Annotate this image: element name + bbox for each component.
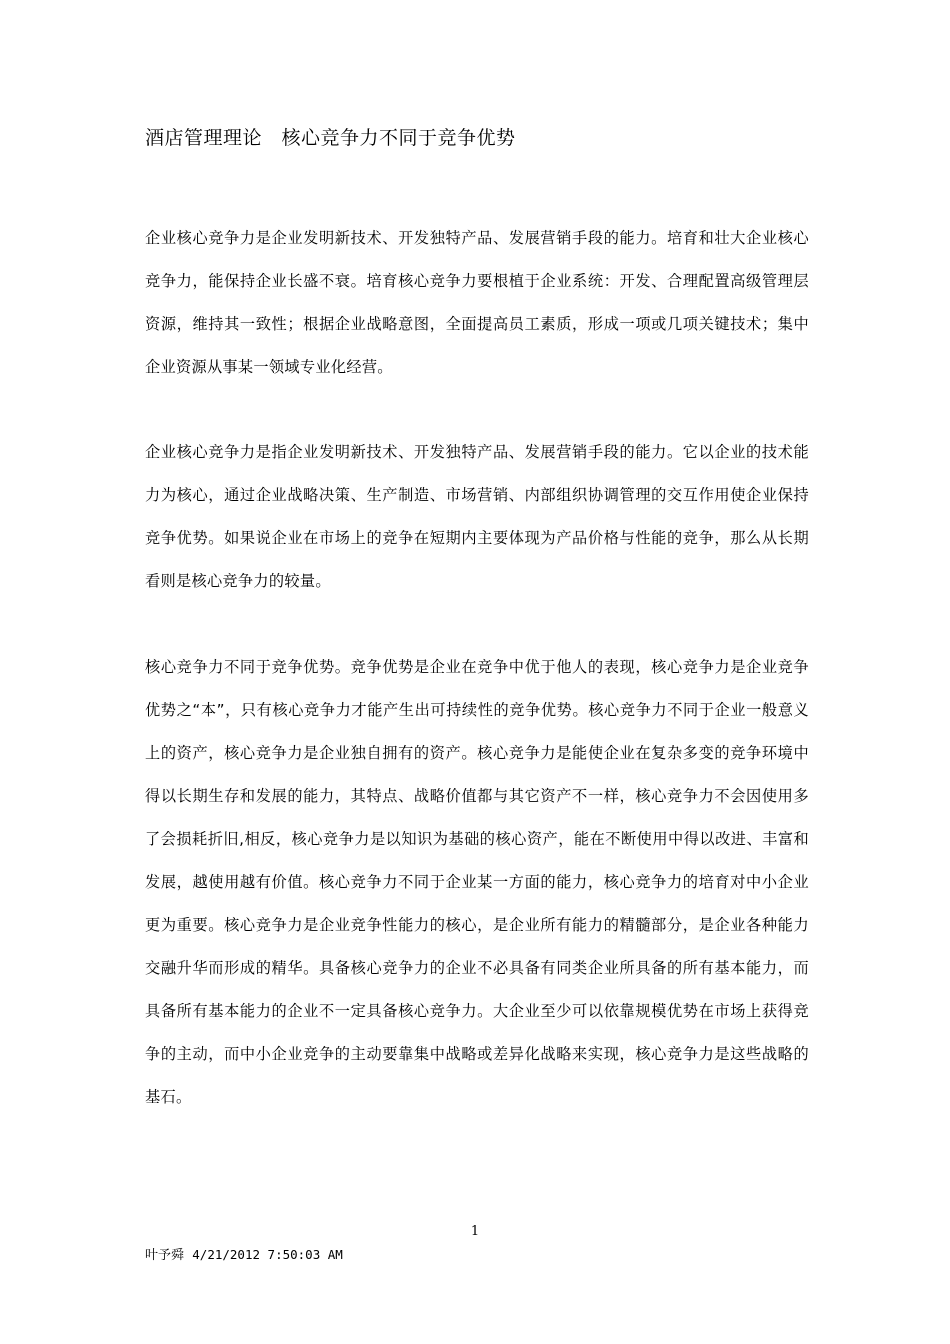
page-number: 1 [470, 1224, 480, 1239]
footer-author: 叶予舜 [145, 1248, 185, 1263]
paragraph-1: 企业核心竞争力是企业发明新技术、开发独特产品、发展营销手段的能力。培育和壮大企业核心竞争力，能保持企业长盛不衰。培育核心竞争力要根植于企业系统：开发、合理配置高级管理层资源，维持其一致性；根据企业战略意图，全面提高员工素质，形成一项或几项关键技术；集中企业资源从事某一领域专业化经营。 [145, 229, 809, 376]
footer-timestamp: 4/21/2012 7:50:03 AM [192, 1247, 343, 1262]
paragraph-3: 核心竞争力不同于竞争优势。竞争优势是企业在竞争中优于他人的表现，核心竞争力是企业竞争优势之“本”，只有核心竞争力才能产生出可持续性的竞争优势。核心竞争力不同于企业一般意义上的资产，核心竞争力是企业独自拥有的资产。核心竞争力是能使企业在复杂多变的竞争环境中得以长期生存和发展的能力，其特点、战略价值都与其它资产不一样，核心竞争力不会因使用多了会损耗折旧,相反，核心竞争力是以知识为基础的核心资产，能在不断使用中得以改进、丰富和发展，越使用越有价值。核心竞争力不同于企业某一方面的能力，核心竞争力的培育对中小企业更为重要。核心竞争力是企业竞争性能力的核心，是企业所有能力的精髓部分，是企业各种能力交融升华而形成的精华。具备核心竞争力的企业不必具备有同类企业所具备的所有基本能力，而具备所有基本能力的企业不一定具备核心竞争力。大企业至少可以依靠规模优势在市场上获得竞争的主动，而中小企业竞争的主动要靠集中战略或差异化战略来实现，核心竞争力是这些战略的基石。 [145, 658, 809, 1106]
paragraph-2: 企业核心竞争力是指企业发明新技术、开发独特产品、发展营销手段的能力。它以企业的技术能力为核心，通过企业战略决策、生产制造、市场营销、内部组织协调管理的交互作用使企业保持竞争优势。如果说企业在市场上的竞争在短期内主要体现为产品价格与性能的竞争，那么从长期看则是核心竞争力的较量。 [145, 443, 809, 590]
footer [145, 1244, 343, 1263]
document-title: 酒店管理理论 核心竞争力不同于竞争优势 [145, 127, 516, 149]
